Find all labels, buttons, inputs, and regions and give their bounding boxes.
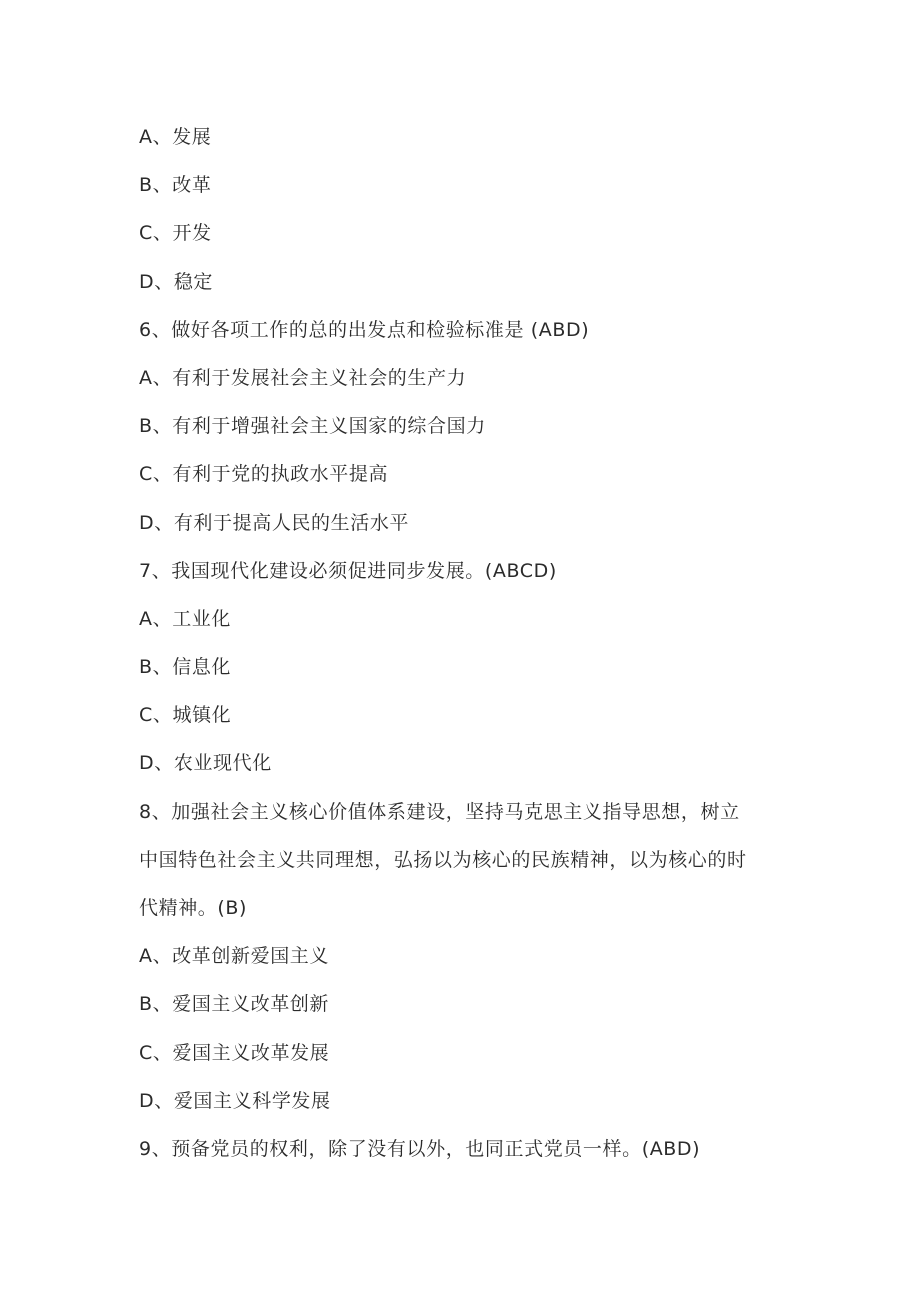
option-c-q6: C、有利于党的执政水平提高 — [139, 463, 389, 486]
option-c-q5: C、开发 — [139, 222, 212, 245]
option-a-q6: A、有利于发展社会主义社会的生产力 — [139, 366, 467, 389]
option-b-q8: B、爱国主义改革创新 — [139, 993, 330, 1016]
question-9: 9、预备党员的权利，除了没有以外，也同正式党员一样。(ABD) — [139, 1137, 701, 1160]
option-d-q8: D、爱国主义科学发展 — [139, 1089, 331, 1112]
question-6: 6、做好各项工作的总的出发点和检验标准是 (ABD) — [139, 318, 590, 341]
option-b-q6: B、有利于增强社会主义国家的综合国力 — [139, 415, 486, 438]
option-d-q6: D、有利于提高人民的生活水平 — [139, 511, 410, 534]
option-c-q8: C、爱国主义改革发展 — [139, 1041, 330, 1064]
question-8-line-1: 8、加强社会主义核心价值体系建设，坚持马克思主义指导思想，树立 — [139, 800, 740, 823]
option-b-q5: B、改革 — [139, 174, 212, 197]
option-c-q7: C、城镇化 — [139, 704, 232, 727]
option-d-q7: D、农业现代化 — [139, 752, 272, 775]
option-d-q5: D、稳定 — [139, 270, 214, 293]
option-a-q5: A、发展 — [139, 126, 212, 148]
option-b-q7: B、信息化 — [139, 656, 232, 679]
question-content — [139, 113, 789, 1173]
question-8-line-3: 代精神。(B) — [139, 897, 248, 919]
question-8-line-2: 中国特色社会主义共同理想，弘扬以为核心的民族精神，以为核心的时 — [139, 848, 747, 871]
option-a-q7: A、工业化 — [139, 607, 231, 630]
question-8 — [139, 788, 789, 933]
question-7: 7、我国现代化建设必须促进同步发展。(ABCD) — [139, 559, 557, 582]
option-a-q8: A、改革创新爱国主义 — [139, 945, 329, 968]
